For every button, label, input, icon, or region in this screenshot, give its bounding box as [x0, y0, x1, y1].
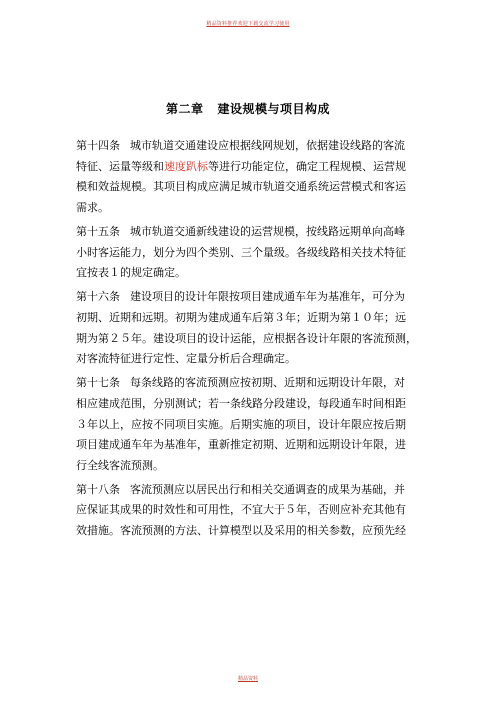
- article-label: 第十六条: [76, 290, 120, 304]
- article-line: 初期、近期和远期。初期为建成通车后第３年；近期为第１０年；远: [76, 310, 406, 324]
- article-text: 建设项目的设计年限按项目建成通车年为基准年，可分为: [130, 290, 405, 304]
- footer-watermark-note: 精品资料: [237, 676, 258, 682]
- article-line: 期为第２５年。建设项目的设计运能，应根据各设计年限的客流预测，: [76, 331, 417, 345]
- article-line: [76, 136, 424, 157]
- article-line: ３年以上，应按不同项目实施。后期实施的项目，设计年限应按后期: [76, 417, 406, 431]
- article-text: 城市轨道交通建设应根据线网规划，依据建设线路的客流: [130, 139, 405, 152]
- article-line: 相应建成范围，分别测试；若一条线路分段建设，每段通车时间相距: [76, 396, 406, 410]
- document-body: [76, 136, 424, 545]
- article-16: [76, 287, 424, 369]
- article-14: [76, 136, 424, 218]
- article-line: [76, 157, 424, 178]
- article-text: 等进行功能定位，确定工程规模、运营规: [208, 159, 406, 173]
- article-text: 特征、运量等级和: [76, 159, 164, 173]
- article-line: [76, 373, 424, 394]
- article-line: 模和效益规模。其项目构成应满足城市轨道交通系统运营模式和客运: [76, 180, 406, 194]
- article-line: 宜按表１的规定确定。: [76, 266, 186, 280]
- article-text: 城市轨道交通新线建设的运营规模，按线路远期单向高峰: [130, 224, 405, 238]
- article-line: 行全线客流预测。: [76, 458, 164, 472]
- article-line: 项目建成通车年为基准年，重新推定初期、近期和远期设计年限，进: [76, 438, 406, 452]
- highlighted-term: 速度趴标: [164, 159, 208, 173]
- article-label: 第十四条: [76, 139, 120, 152]
- article-line: 小时客运能力，划分为四个类别、三个量级。各级线路相关技术特征: [76, 245, 406, 259]
- article-18: [76, 480, 424, 542]
- chapter-title: [0, 100, 496, 117]
- article-label: 第十八条: [76, 482, 120, 496]
- article-label: 第十五条: [76, 224, 120, 238]
- article-line: 应保证其成果的时效性和可用性，不宜大于５年，否则应补充其他有: [76, 503, 406, 517]
- article-text: 客流预测应以居民出行和相关交通调查的成果为基础，并: [130, 482, 405, 496]
- article-line: 对客流特征进行定性、定量分析后合理确定。: [76, 352, 296, 366]
- article-line: [76, 480, 424, 501]
- article-line: 需求。: [76, 200, 109, 214]
- article-17: [76, 373, 424, 476]
- article-15: [76, 222, 424, 284]
- chapter-heading: 建设规模与项目构成: [217, 102, 331, 116]
- article-line: [76, 222, 424, 243]
- article-line: [76, 287, 424, 308]
- article-text: 每条线路的客流预测应按初期、近期和远期设计年限，对: [130, 376, 405, 390]
- chapter-number: 第二章: [165, 102, 204, 116]
- article-line: 效措施。客流预测的方法、计算模型以及采用的相关参数，应预先经: [76, 524, 406, 538]
- article-label: 第十七条: [76, 376, 120, 390]
- header-watermark-note: 精品资料推荐欢迎下载交流学习使用: [206, 21, 290, 27]
